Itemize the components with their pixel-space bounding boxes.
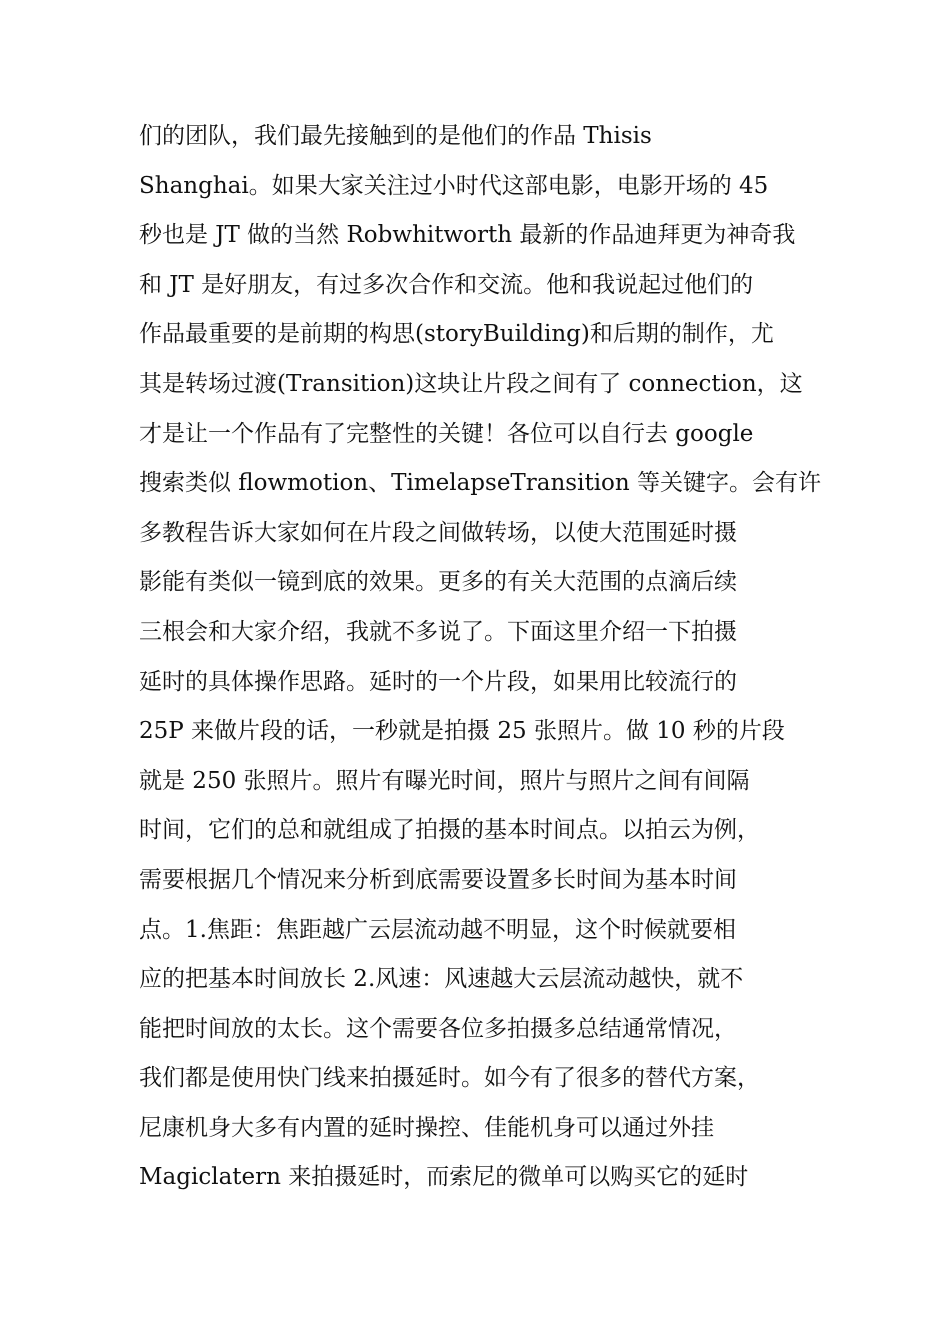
text-line: 延时的具体操作思路。延时的一个片段，如果用比较流行的 (139, 668, 737, 695)
text-line: 尼康机身大多有内置的延时操控、佳能机身可以通过外挂 (139, 1114, 714, 1141)
text-line: 时间，它们的总和就组成了拍摄的基本时间点。以拍云为例， (139, 817, 760, 844)
text-line: Shanghai。如果大家关注过小时代这部电影，电影开场的 45 (139, 172, 769, 199)
text-line: 就是 250 张照片。照片有曝光时间，照片与照片之间有间隔 (139, 767, 750, 794)
text-line: 点。1.焦距：焦距越广云层流动越不明显，这个时候就要相 (139, 916, 736, 943)
text-line: 秒也是 JT 做的当然 Robwhitworth 最新的作品迪拜更为神奇我 (139, 222, 796, 249)
text-line: 能把时间放的太长。这个需要各位多拍摄多总结通常情况， (139, 1015, 737, 1042)
body-text (139, 112, 829, 1203)
text-line: 应的把基本时间放长 2.风速：风速越大云层流动越快，就不 (139, 966, 744, 993)
text-line: 需要根据几个情况来分析到底需要设置多长时间为基本时间 (139, 866, 737, 893)
text-line: 多教程告诉大家如何在片段之间做转场，以使大范围延时摄 (139, 519, 737, 546)
text-line: 其是转场过渡(Transition)这块让片段之间有了 connection，这 (139, 370, 803, 397)
text-line: 搜索类似 flowmotion、TimelapseTransition 等关键字。会有许 (139, 470, 822, 497)
text-line: 才是让一个作品有了完整性的关键！各位可以自行去 google (139, 420, 754, 447)
text-line: 们的团队，我们最先接触到的是他们的作品 Thisis (139, 123, 652, 149)
text-line: 作品最重要的是前期的构思(storyBuilding)和后期的制作，尤 (139, 321, 774, 348)
text-line: Magiclatern 来拍摄延时，而索尼的微单可以购买它的延时 (139, 1164, 749, 1191)
text-line: 和 JT 是好朋友，有过多次合作和交流。他和我说起过他们的 (139, 271, 754, 298)
text-line: 我们都是使用快门线来拍摄延时。如今有了很多的替代方案， (139, 1065, 760, 1092)
text-line: 影能有类似一镜到底的效果。更多的有关大范围的点滴后续 (139, 569, 737, 596)
text-line: 25P 来做片段的话，一秒就是拍摄 25 张照片。做 10 秒的片段 (139, 718, 785, 745)
text-line: 三根会和大家介绍，我就不多说了。下面这里介绍一下拍摄 (139, 618, 737, 645)
